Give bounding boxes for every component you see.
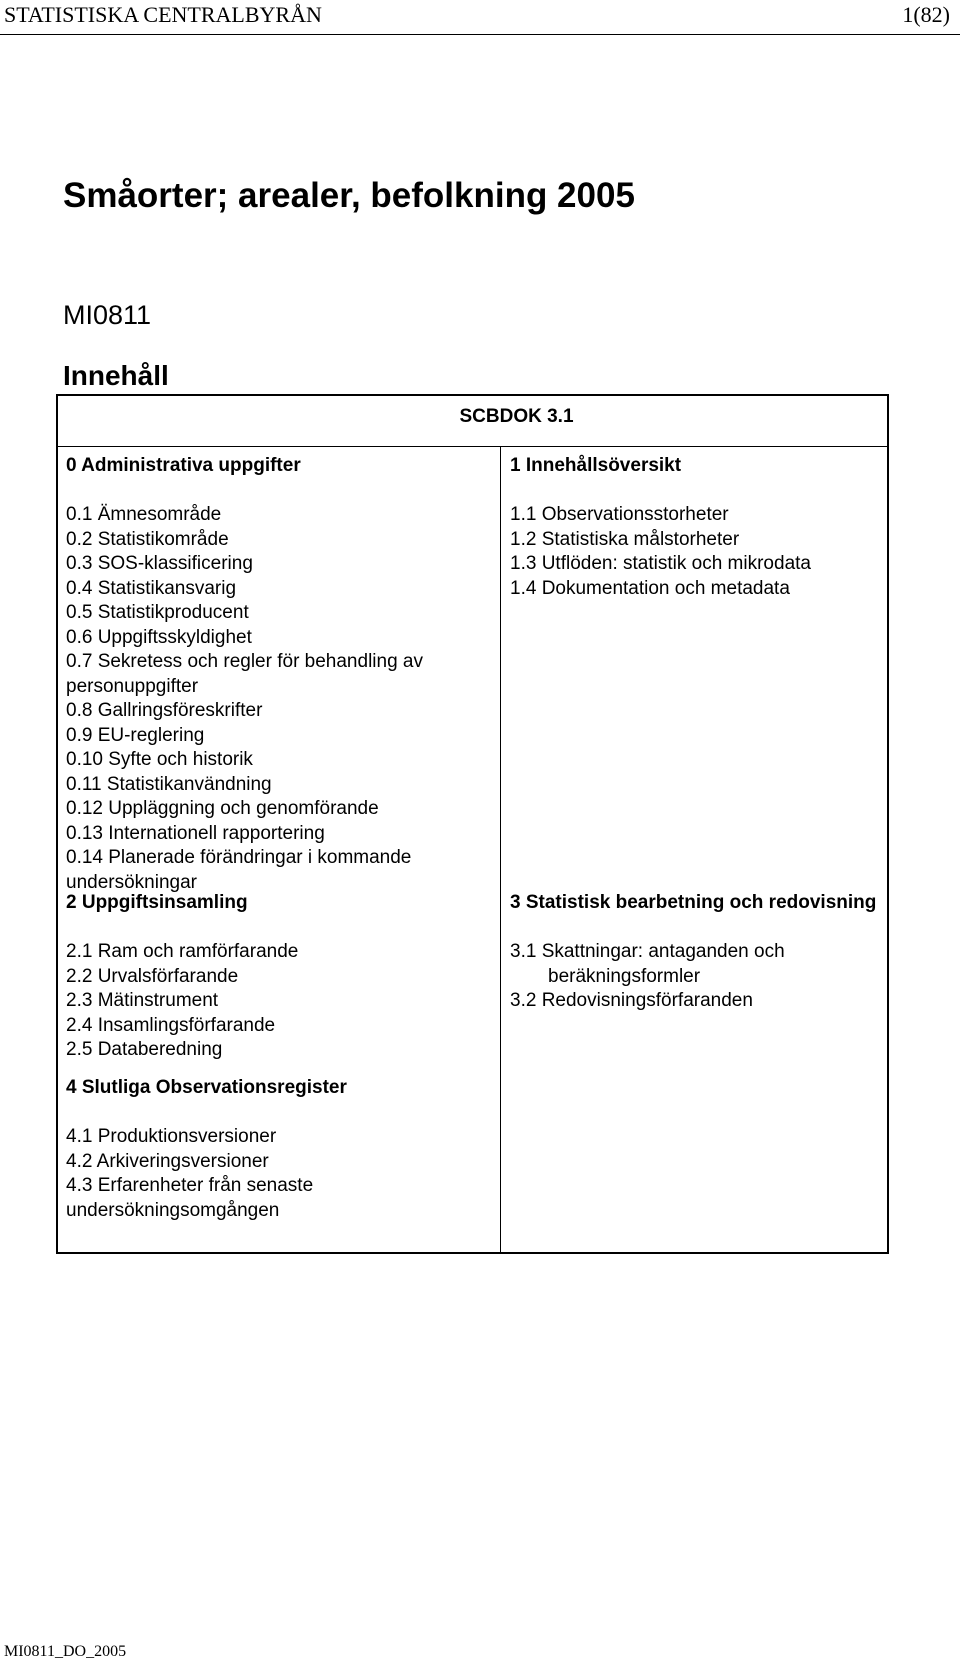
toc-heading: Innehåll xyxy=(63,360,169,391)
product-code: MI0811 xyxy=(63,300,152,330)
toc-table xyxy=(56,394,889,1254)
footer-code: MI0811_DO_2005 xyxy=(4,1643,127,1660)
toc-item: 0.4 Statistikansvarig xyxy=(66,577,237,599)
column-divider xyxy=(500,446,501,1252)
section-4 xyxy=(66,1076,486,1223)
toc-item: 0.14 Planerade förändringar i kommande undersökningar xyxy=(66,847,412,893)
section-title: 3 Statistisk bearbetning och redovisning xyxy=(510,892,877,913)
toc-item: 0.8 Gallringsföreskrifter xyxy=(66,700,263,721)
toc-item: 0.1 Ämnesområde xyxy=(66,504,222,525)
frame-title: SCBDOK 3.1 xyxy=(459,406,574,427)
section-title: 0 Administrativa uppgifter xyxy=(66,455,301,476)
toc-item: 0.5 Statistikproducent xyxy=(66,602,249,623)
section-title: 1 Innehållsöversikt xyxy=(510,455,682,476)
section-title: 4 Slutliga Observationsregister xyxy=(66,1077,347,1098)
section-list xyxy=(510,940,880,1014)
page-header xyxy=(0,2,960,32)
toc-item: 1.2 Statistiska målstorheter xyxy=(510,528,740,550)
toc-item: 4.3 Erfarenheter från senaste undersökningsomgången xyxy=(66,1175,314,1221)
toc-item: 2.1 Ram och ramförfarande xyxy=(66,941,299,962)
section-0 xyxy=(66,454,486,895)
section-title: 2 Uppgiftsinsamling xyxy=(66,892,248,913)
toc-item: 3.2 Redovisningsförfaranden xyxy=(510,990,753,1011)
toc-item: 1.1 Observationsstorheter xyxy=(510,504,729,525)
toc-item: 2.5 Databeredning xyxy=(66,1039,223,1060)
toc-item: 2.2 Urvalsförfarande xyxy=(66,965,239,987)
toc-item: 0.6 Uppgiftsskyldighet xyxy=(66,626,252,648)
toc-item: 0.3 SOS-klassificering xyxy=(66,553,253,574)
section-list xyxy=(66,1125,486,1223)
toc-item: 3.1 Skattningar: antaganden och beräkningsformler xyxy=(510,941,785,987)
section-list xyxy=(66,503,486,895)
toc-item: 4.1 Produktionsversioner xyxy=(66,1126,277,1147)
page-number: 1(82) xyxy=(902,2,950,27)
section-3 xyxy=(510,891,880,1014)
toc-item: 0.12 Uppläggning och genomförande xyxy=(66,798,379,819)
toc-item: 0.2 Statistikområde xyxy=(66,528,229,550)
header-rule xyxy=(0,34,960,35)
section-2 xyxy=(66,891,486,1063)
section-list xyxy=(510,503,880,601)
toc-item: 1.3 Utflöden: statistik och mikrodata xyxy=(510,553,811,574)
toc-item: 0.7 Sekretess och regler för behandling av personuppgifter xyxy=(66,651,423,697)
section-1 xyxy=(510,454,880,601)
toc-item: 2.4 Insamlingsförfarande xyxy=(66,1014,276,1036)
toc-item: 0.13 Internationell rapportering xyxy=(66,822,325,844)
document-title: Småorter; arealer, befolkning 2005 xyxy=(63,176,635,215)
frame-rule xyxy=(58,446,887,447)
toc-item: 0.9 EU-reglering xyxy=(66,724,205,746)
organization-name: STATISTISKA CENTRALBYRÅN xyxy=(4,2,322,27)
toc-item: 2.3 Mätinstrument xyxy=(66,990,219,1011)
toc-item: 0.11 Statistikanvändning xyxy=(66,773,272,795)
toc-item: 4.2 Arkiveringsversioner xyxy=(66,1150,269,1172)
section-list xyxy=(66,940,486,1063)
toc-item: 1.4 Dokumentation och metadata xyxy=(510,577,790,599)
toc-item: 0.10 Syfte och historik xyxy=(66,749,253,770)
